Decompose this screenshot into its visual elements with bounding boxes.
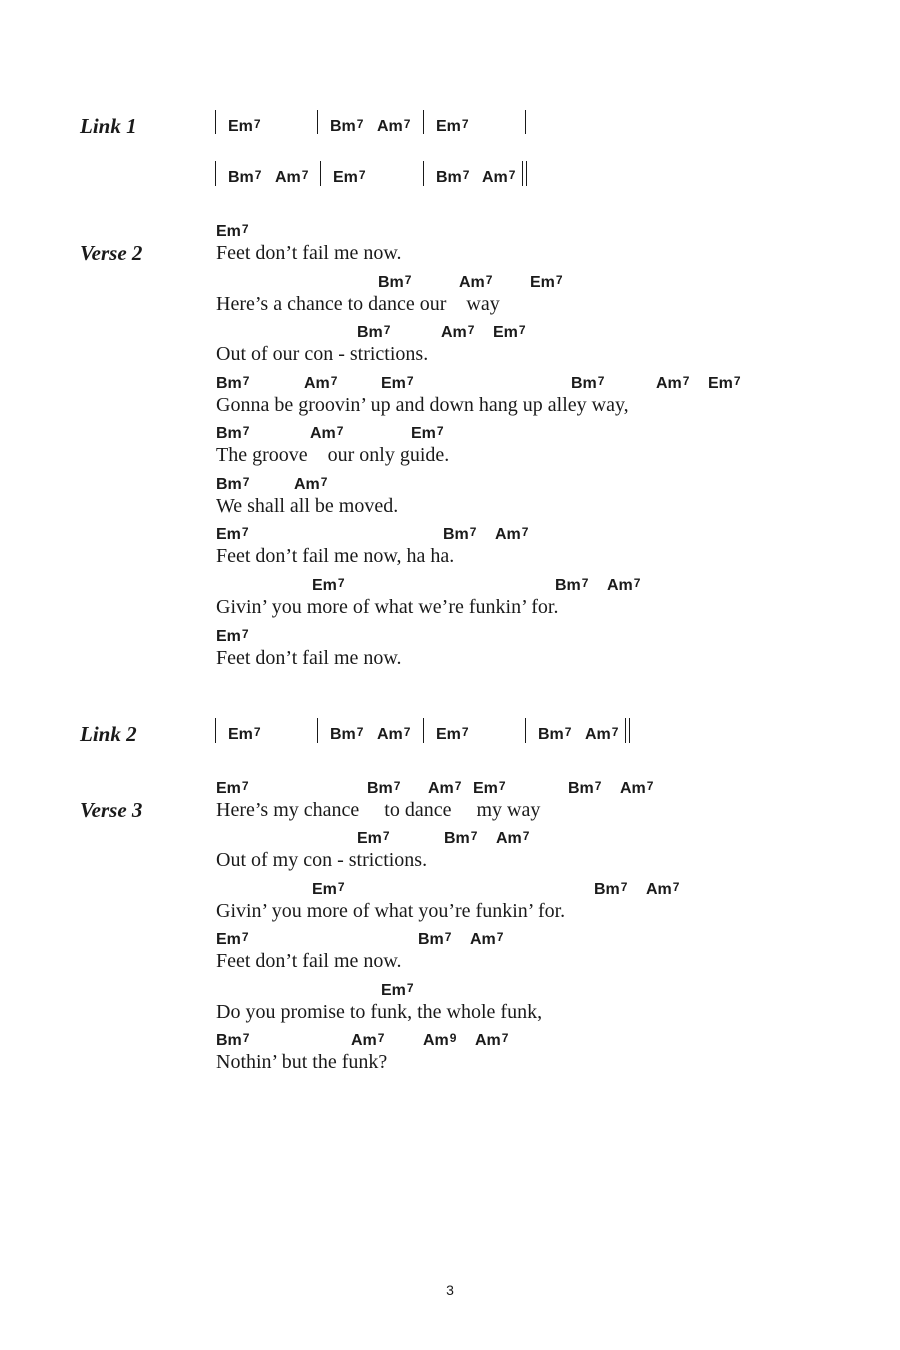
link-2-label: Link 2 xyxy=(80,722,137,746)
chord: Am$^7$ xyxy=(585,725,619,743)
bar-line xyxy=(215,718,216,743)
chord: Bm$^7$ xyxy=(330,117,364,135)
chord: Am$^7$ xyxy=(496,829,530,847)
chord: Em$^7$ xyxy=(473,779,506,797)
chord: Am$^7$ xyxy=(377,117,411,135)
chord: Am$^7$ xyxy=(495,525,529,543)
chord: Bm$^7$ xyxy=(571,374,605,392)
chord: Bm$^7$ xyxy=(444,829,478,847)
bar-line xyxy=(525,718,526,743)
chord: Bm$^7$ xyxy=(367,779,401,797)
lyric-line: Feet don’t fail me now, ha ha. xyxy=(216,545,455,567)
chord: Bm$^7$ xyxy=(436,168,470,186)
chord: Bm$^7$ xyxy=(216,1031,250,1049)
chord: Bm$^7$ xyxy=(594,880,628,898)
chord: Am$^7$ xyxy=(310,424,344,442)
verse-3-label: Verse 3 xyxy=(80,798,143,822)
lyric-line: Gonna be groovin’ up and down hang up alley way, xyxy=(216,394,629,416)
lyric-line: Givin’ you more of what you’re funkin’ for. xyxy=(216,900,566,922)
chord: Bm$^7$ xyxy=(216,374,250,392)
chord: Bm$^7$ xyxy=(555,576,589,594)
bar-line xyxy=(320,161,321,186)
chord: Em$^7$ xyxy=(381,981,414,999)
chord: Am$^7$ xyxy=(275,168,309,186)
chord: Em$^7$ xyxy=(216,930,249,948)
chord: Am$^7$ xyxy=(428,779,462,797)
chord: Em$^7$ xyxy=(228,725,261,743)
lyric-line: Givin’ you more of what we’re funkin’ for. xyxy=(216,596,559,618)
chord: Bm$^7$ xyxy=(357,323,391,341)
chord: Em$^7$ xyxy=(436,725,469,743)
chord: Em$^7$ xyxy=(381,374,414,392)
lyric-line: The groove our only guide. xyxy=(216,444,450,466)
bar-line xyxy=(423,110,424,134)
lyric-line: Nothin’ but the funk? xyxy=(216,1051,388,1073)
chord: Em$^7$ xyxy=(708,374,741,392)
chord: Am$^7$ xyxy=(470,930,504,948)
lyric-line: We shall all be moved. xyxy=(216,495,399,517)
chord: Em$^7$ xyxy=(228,117,261,135)
final-double-bar xyxy=(625,718,630,743)
chord: Am$^7$ xyxy=(294,475,328,493)
chord: Em$^7$ xyxy=(216,627,249,645)
lyric-line: Feet don’t fail me now. xyxy=(216,647,402,669)
bar-line xyxy=(423,718,424,743)
chord: Em$^7$ xyxy=(216,779,249,797)
chord: Bm$^7$ xyxy=(216,475,250,493)
verse-2-label: Verse 2 xyxy=(80,241,143,265)
bar-line xyxy=(423,161,424,186)
link-1-label: Link 1 xyxy=(80,114,137,138)
chord: Am$^7$ xyxy=(377,725,411,743)
lyric-line: Out of my con - strictions. xyxy=(216,849,428,871)
chord: Em$^7$ xyxy=(312,576,345,594)
final-double-bar xyxy=(522,161,527,186)
chord: Em$^7$ xyxy=(530,273,563,291)
chord: Bm$^7$ xyxy=(568,779,602,797)
chord: Am$^7$ xyxy=(482,168,516,186)
lyric-line: Feet don’t fail me now. xyxy=(216,242,402,264)
chord: Bm$^7$ xyxy=(228,168,262,186)
chord: Em$^7$ xyxy=(216,525,249,543)
lyric-line: Feet don’t fail me now. xyxy=(216,950,402,972)
bar-line xyxy=(215,161,216,186)
chord: Am$^9$ xyxy=(423,1031,457,1049)
chord: Bm$^7$ xyxy=(378,273,412,291)
chord: Am$^7$ xyxy=(351,1031,385,1049)
chord: Am$^7$ xyxy=(607,576,641,594)
chord: Bm$^7$ xyxy=(443,525,477,543)
chord: Am$^7$ xyxy=(656,374,690,392)
chord: Bm$^7$ xyxy=(216,424,250,442)
page-number: 3 xyxy=(446,1282,454,1298)
chord: Em$^7$ xyxy=(312,880,345,898)
chord: Em$^7$ xyxy=(493,323,526,341)
chord: Em$^7$ xyxy=(216,222,249,240)
bar-line xyxy=(317,110,318,134)
bar-line xyxy=(215,110,216,134)
lyric-line: Here’s my chance to dance my way xyxy=(216,799,541,821)
chord: Am$^7$ xyxy=(620,779,654,797)
chord: Em$^7$ xyxy=(333,168,366,186)
chord: Am$^7$ xyxy=(459,273,493,291)
bar-line xyxy=(525,110,526,134)
lyric-line: Here’s a chance to dance our way xyxy=(216,293,500,315)
chord: Am$^7$ xyxy=(441,323,475,341)
bar-line xyxy=(317,718,318,743)
chord: Am$^7$ xyxy=(304,374,338,392)
chord: Em$^7$ xyxy=(357,829,390,847)
chord: Bm$^7$ xyxy=(330,725,364,743)
lyric-line: Do you promise to funk, the whole funk, xyxy=(216,1001,543,1023)
chord: Am$^7$ xyxy=(646,880,680,898)
chord: Am$^7$ xyxy=(475,1031,509,1049)
chord: Em$^7$ xyxy=(436,117,469,135)
chord: Em$^7$ xyxy=(411,424,444,442)
chord: Bm$^7$ xyxy=(418,930,452,948)
lyric-line: Out of our con - strictions. xyxy=(216,343,429,365)
chord: Bm$^7$ xyxy=(538,725,572,743)
